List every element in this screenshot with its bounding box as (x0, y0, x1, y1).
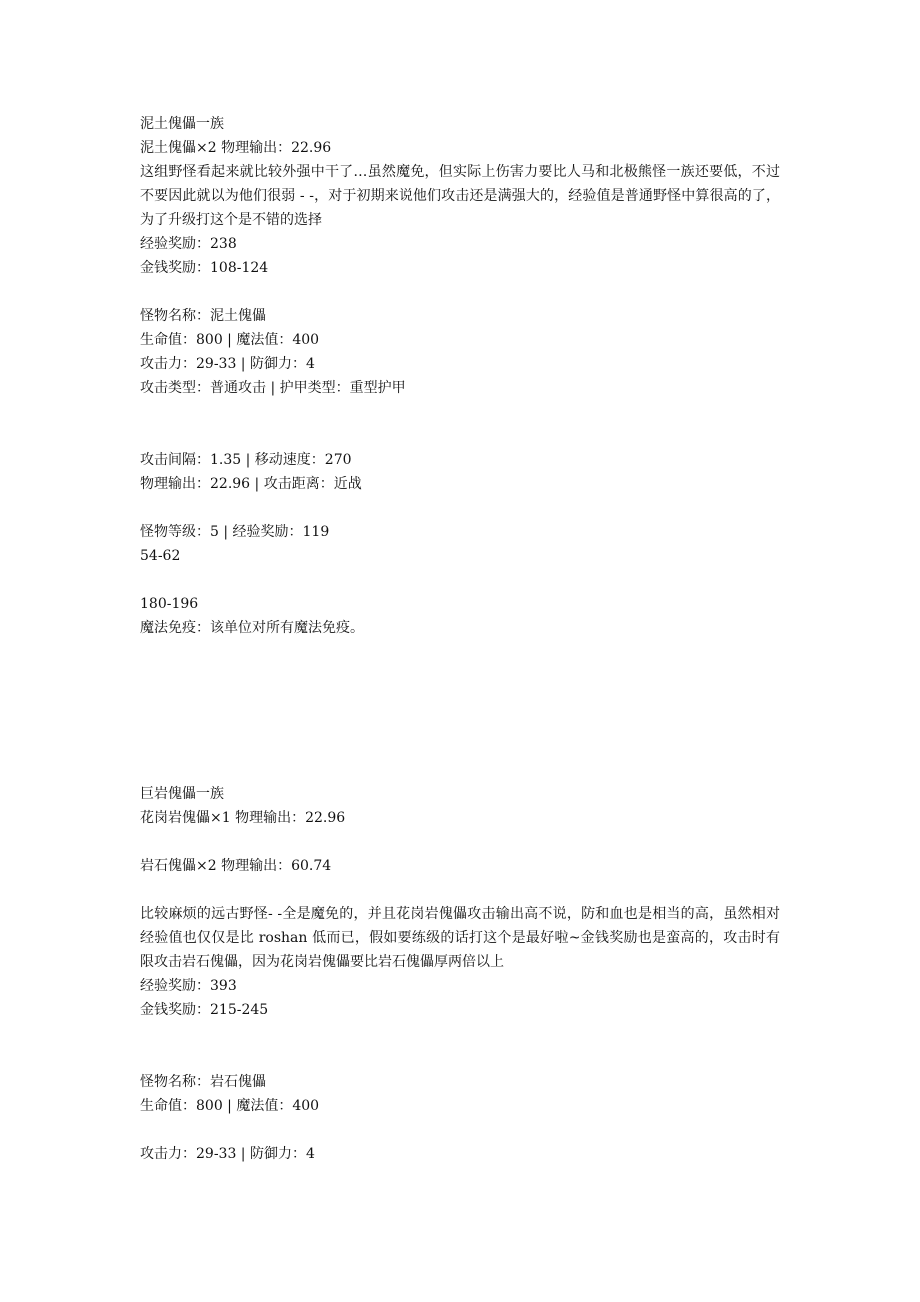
spacer (140, 878, 790, 902)
mud-golem-range1: 54-62 (140, 548, 181, 564)
spacer (140, 1118, 790, 1142)
mud-golem-composition: 泥土傀儡×2 物理输出：22.96 (140, 140, 332, 156)
section-title-rock-golem: 巨岩傀儡一族 (140, 786, 224, 802)
rock-golem-description: 比较麻烦的远古野怪- -全是魔免的，并且花岗岩傀儡攻击输出高不说，防和血也是相当的高，虽然相对经验值也仅仅是比 roshan 低而已，假如要练级的话打这个是最好啦~金钱奖励也是蛮高的，攻击时有限攻击岩石傀儡，因为花岗岩傀儡要比岩石傀儡厚两倍以上 (140, 906, 780, 970)
mud-golem-description: 这组野怪看起来就比较外强中干了…虽然魔免，但实际上伤害力要比人马和北极熊怪一族还要低，不过不要因此就以为他们很弱 - -，对于初期来说他们攻击还是满强大的，经验值是普通野怪中算很高的了，为了升级打这个是不错的选择 (140, 164, 780, 228)
mud-golem-level-exp: 怪物等级：5 | 经验奖励：119 (140, 524, 330, 540)
section-title-mud-golem: 泥土傀儡一族 (140, 116, 224, 132)
rock-golem-name: 怪物名称：岩石傀儡 (140, 1074, 266, 1090)
rock-golem-composition-rock: 岩石傀儡×2 物理输出：60.74 (140, 858, 332, 874)
rock-golem-gold-reward: 金钱奖励：215-245 (140, 1002, 269, 1018)
mud-golem-exp-reward: 经验奖励：238 (140, 236, 237, 252)
rock-golem-hp-mp: 生命值：800 | 魔法值：400 (140, 1098, 320, 1114)
mud-golem-name: 怪物名称：泥土傀儡 (140, 308, 266, 324)
rock-golem-composition-granite: 花岗岩傀儡×1 物理输出：22.96 (140, 810, 346, 826)
spacer (140, 568, 790, 592)
spacer (140, 640, 790, 782)
mud-golem-gold-reward: 金钱奖励：108-124 (140, 260, 269, 276)
mud-golem-interval-speed: 攻击间隔：1.35 | 移动速度：270 (140, 452, 352, 468)
mud-golem-atk-armor-type: 攻击类型：普通攻击 | 护甲类型：重型护甲 (140, 380, 406, 396)
rock-golem-exp-reward: 经验奖励：393 (140, 978, 237, 994)
spacer (140, 280, 790, 304)
spacer (140, 400, 790, 448)
mud-golem-dps-range: 物理输出：22.96 | 攻击距离：近战 (140, 476, 362, 492)
rock-golem-atk-def: 攻击力：29-33 | 防御力：4 (140, 1146, 315, 1162)
mud-golem-atk-def: 攻击力：29-33 | 防御力：4 (140, 356, 315, 372)
mud-golem-range2: 180-196 (140, 596, 199, 612)
spacer (140, 496, 790, 520)
document-page (140, 112, 790, 1166)
spacer (140, 830, 790, 854)
spacer (140, 1022, 790, 1070)
mud-golem-magic-immune: 魔法免疫：该单位对所有魔法免疫。 (140, 620, 364, 636)
mud-golem-hp-mp: 生命值：800 | 魔法值：400 (140, 332, 320, 348)
